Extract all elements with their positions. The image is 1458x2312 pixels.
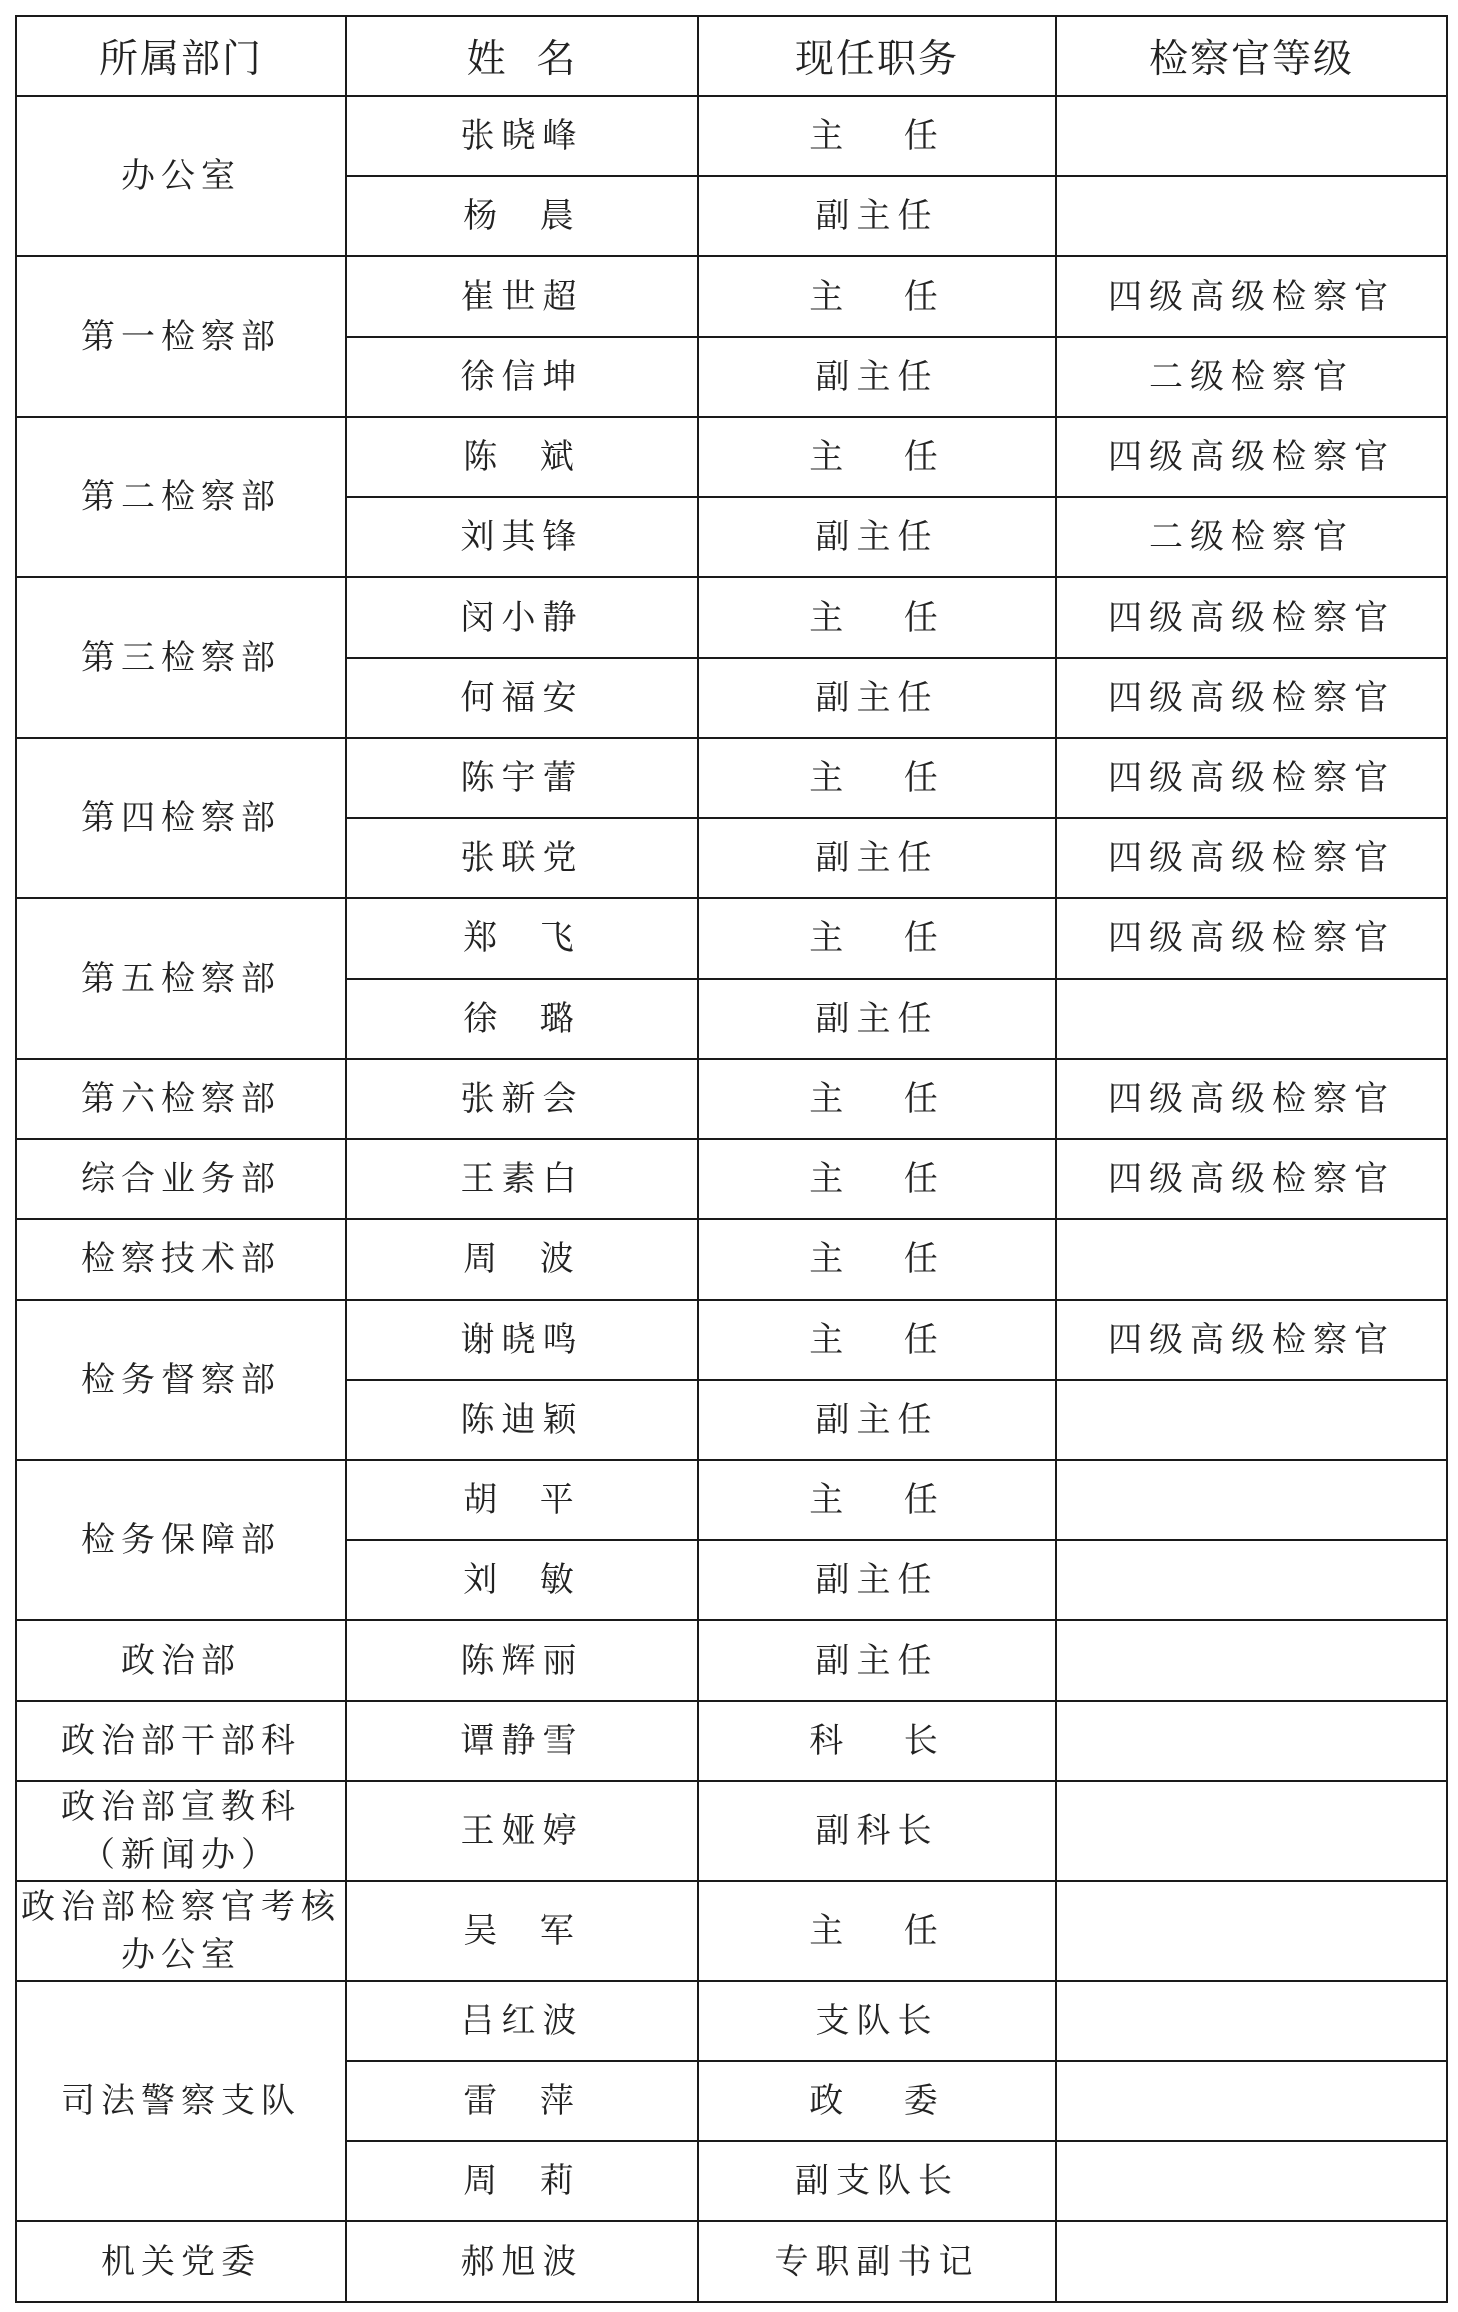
person-name-cell: 张联党 [346,818,698,898]
person-name-cell: 徐信坤 [346,337,698,417]
department-cell [16,96,346,256]
grade-cell: 四级高级检察官 [1056,658,1447,738]
grade-cell [1056,1981,1447,2061]
position-cell: 主 任 [698,256,1056,336]
department-cell [16,1059,346,1139]
position-cell: 副主任 [698,658,1056,738]
position-cell: 主 任 [698,96,1056,176]
grade-cell [1056,1540,1447,1620]
header-department: 所属部门 [16,16,346,96]
department-name: 政治部干部科 [61,1720,301,1761]
table-row [16,1460,1447,1540]
position-cell: 主 任 [698,1059,1056,1139]
department-cell [16,1781,346,1881]
grade-cell: 四级高级检察官 [1056,738,1447,818]
department-name: 机关党委 [101,2241,261,2282]
table-row [16,577,1447,657]
department-cell [16,738,346,898]
person-name-cell: 张新会 [346,1059,698,1139]
grade-cell: 二级检察官 [1056,337,1447,417]
grade-cell [1056,96,1447,176]
department-name: 政治部宣教科 [61,1786,301,1827]
position-cell: 主 任 [698,1881,1056,1981]
position-cell: 副主任 [698,1620,1056,1700]
department-name: 办公室 [121,1934,241,1975]
person-name-cell: 崔世超 [346,256,698,336]
department-name: 司法警察支队 [61,2081,301,2122]
grade-cell [1056,1620,1447,1700]
department-name: 第四检察部 [81,798,281,839]
position-cell: 主 任 [698,898,1056,978]
department-name: 第一检察部 [81,316,281,357]
table-row [16,1219,1447,1299]
person-name-cell: 谭静雪 [346,1701,698,1781]
grade-cell [1056,2221,1447,2302]
header-prosecutor-grade: 检察官等级 [1056,16,1447,96]
department-cell [16,1300,346,1460]
grade-cell: 四级高级检察官 [1056,417,1447,497]
position-cell: 主 任 [698,1300,1056,1380]
position-cell: 副主任 [698,176,1056,256]
person-name-cell: 张晓峰 [346,96,698,176]
grade-cell [1056,1701,1447,1781]
grade-cell [1056,2061,1447,2141]
person-name-cell: 郑 飞 [346,898,698,978]
person-name-cell: 何福安 [346,658,698,738]
department-name: 政治部 [121,1640,241,1681]
position-cell: 副主任 [698,497,1056,577]
department-name: 检务保障部 [81,1520,281,1561]
table-row [16,1881,1447,1981]
department-cell [16,256,346,416]
table-row [16,898,1447,978]
header-name: 姓 名 [346,16,698,96]
department-name: 检察技术部 [81,1239,281,1280]
position-cell: 副科长 [698,1781,1056,1881]
table-row [16,1300,1447,1380]
grade-cell [1056,1219,1447,1299]
person-name-cell: 刘其锋 [346,497,698,577]
grade-cell [1056,176,1447,256]
department-name: 第二检察部 [81,477,281,518]
table-row [16,1139,1447,1219]
position-cell: 副主任 [698,979,1056,1059]
position-cell: 主 任 [698,1219,1056,1299]
grade-cell [1056,2141,1447,2221]
table-row [16,256,1447,336]
person-name-cell: 徐 璐 [346,979,698,1059]
table-row [16,1620,1447,1700]
grade-cell [1056,1460,1447,1540]
position-cell: 主 任 [698,1139,1056,1219]
person-name-cell: 郝旭波 [346,2221,698,2302]
person-name-cell: 陈 斌 [346,417,698,497]
department-name: 办公室 [121,156,241,197]
department-cell [16,1981,346,2222]
person-name-cell: 陈辉丽 [346,1620,698,1700]
department-cell [16,1620,346,1700]
position-cell: 主 任 [698,417,1056,497]
grade-cell: 四级高级检察官 [1056,577,1447,657]
department-cell [16,1701,346,1781]
grade-cell: 四级高级检察官 [1056,256,1447,336]
department-name: 检务督察部 [81,1359,281,1400]
department-cell [16,1139,346,1219]
person-name-cell: 周 波 [346,1219,698,1299]
header-row [16,16,1447,96]
person-name-cell: 谢晓鸣 [346,1300,698,1380]
department-cell [16,898,346,1058]
table-row [16,417,1447,497]
person-name-cell: 陈迪颖 [346,1380,698,1460]
position-cell: 副主任 [698,1540,1056,1620]
person-name-cell: 陈宇蕾 [346,738,698,818]
person-name-cell: 吕红波 [346,1981,698,2061]
table-row [16,2221,1447,2302]
department-name: 第五检察部 [81,958,281,999]
table-row [16,1781,1447,1881]
table-row [16,96,1447,176]
position-cell: 主 任 [698,577,1056,657]
position-cell: 主 任 [698,1460,1056,1540]
department-cell [16,1219,346,1299]
department-name: 综合业务部 [81,1159,281,1200]
grade-cell [1056,1781,1447,1881]
position-cell: 政 委 [698,2061,1056,2141]
department-cell [16,1460,346,1620]
department-cell [16,577,346,737]
position-cell: 副支队长 [698,2141,1056,2221]
table-row [16,1981,1447,2061]
position-cell: 副主任 [698,818,1056,898]
person-name-cell: 杨 晨 [346,176,698,256]
person-name-cell: 闵小静 [346,577,698,657]
person-name-cell: 吴 军 [346,1881,698,1981]
department-name: 政治部检察官考核 [21,1886,341,1927]
person-name-cell: 刘 敏 [346,1540,698,1620]
department-cell [16,1881,346,1981]
person-name-cell: 雷 萍 [346,2061,698,2141]
cadre-table [15,15,1448,2303]
department-cell [16,417,346,577]
grade-cell: 四级高级检察官 [1056,1300,1447,1380]
header-position: 现任职务 [698,16,1056,96]
grade-cell: 四级高级检察官 [1056,1139,1447,1219]
position-cell: 科 长 [698,1701,1056,1781]
person-name-cell: 胡 平 [346,1460,698,1540]
table-row [16,738,1447,818]
table-body [16,96,1447,2302]
person-name-cell: 王素白 [346,1139,698,1219]
position-cell: 副主任 [698,337,1056,417]
grade-cell: 四级高级检察官 [1056,898,1447,978]
table-row [16,1059,1447,1139]
position-cell: 副主任 [698,1380,1056,1460]
position-cell: 支队长 [698,1981,1056,2061]
grade-cell: 二级检察官 [1056,497,1447,577]
department-name: 第三检察部 [81,637,281,678]
grade-cell [1056,979,1447,1059]
grade-cell [1056,1881,1447,1981]
position-cell: 主 任 [698,738,1056,818]
grade-cell [1056,1380,1447,1460]
department-name: 第六检察部 [81,1078,281,1119]
department-cell [16,2221,346,2302]
person-name-cell: 周 莉 [346,2141,698,2221]
grade-cell: 四级高级检察官 [1056,818,1447,898]
position-cell: 专职副书记 [698,2221,1056,2302]
person-name-cell: 王娅婷 [346,1781,698,1881]
grade-cell: 四级高级检察官 [1056,1059,1447,1139]
department-name: （新闻办） [81,1834,281,1875]
table-row [16,1701,1447,1781]
